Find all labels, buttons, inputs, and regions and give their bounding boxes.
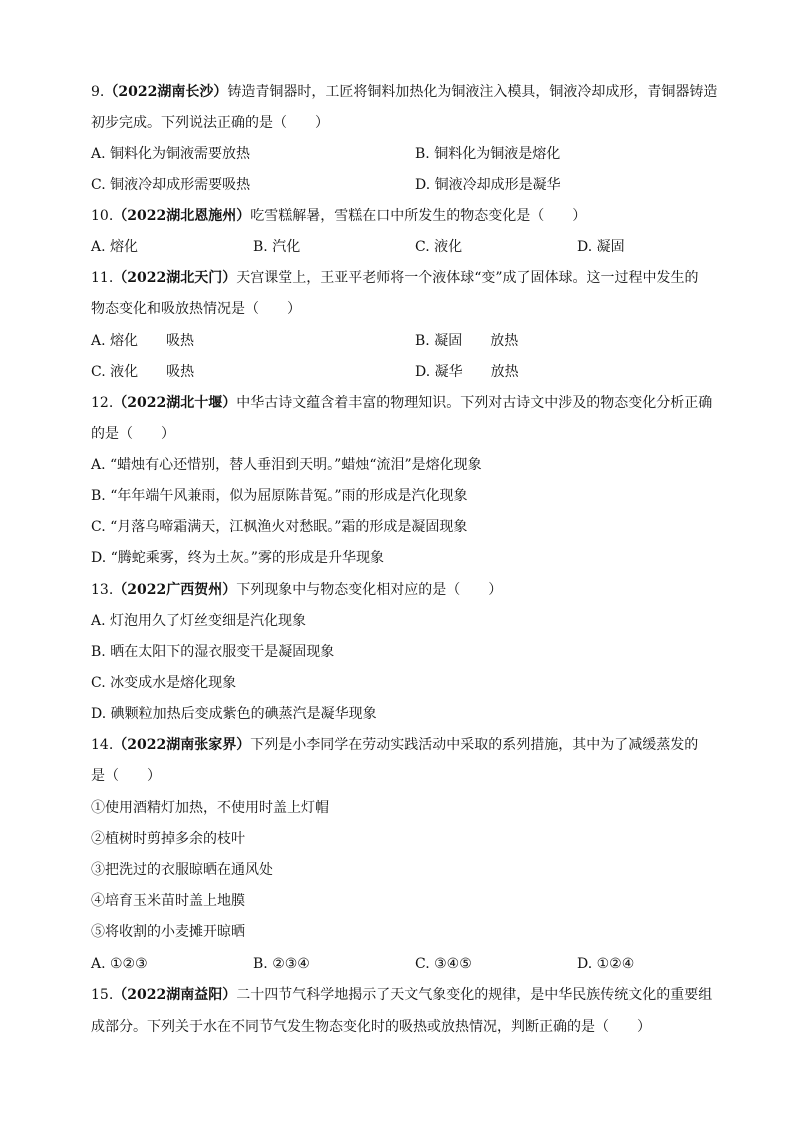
question-10-stem — [91, 206, 711, 226]
question-source: （2022湖北天门） — [113, 270, 237, 286]
option-c: C. “月落乌啼霜满天，江枫渔火对愁眠。”霜的形成是凝固现象 — [91, 519, 468, 535]
question-number: 12. — [91, 395, 114, 411]
option-d: D. 铜液冷却成形是凝华 — [415, 177, 561, 193]
question-9-stem — [91, 82, 718, 102]
option-b: B. 凝固 放热 — [415, 333, 519, 349]
question-15-stem-cont: 成部分。下列关于水在不同节气发生物态变化时的吸热或放热情况，判断正确的是（ ） — [91, 1019, 651, 1035]
measure-item: ③把洗过的衣服晾晒在通风处 — [91, 862, 273, 878]
question-number: 10. — [91, 208, 114, 224]
option-b: B. “年年端午风兼雨，似为屈原陈昔冤。”雨的形成是汽化现象 — [91, 488, 468, 504]
question-source: （2022湖南张家界） — [113, 737, 251, 753]
question-number: 9. — [91, 84, 105, 100]
option-c: C. 铜液冷却成形需要吸热 — [91, 177, 251, 193]
question-12-stem — [91, 393, 711, 413]
question-9-stem-cont: 初步完成。下列说法正确的是（ ） — [91, 115, 329, 131]
option-a: A. ①②③ — [91, 956, 148, 972]
question-number: 15. — [91, 987, 114, 1003]
question-text: 下列现象中与物态变化相对应的是（ ） — [236, 582, 503, 598]
option-d: D. 凝固 — [577, 239, 625, 255]
option-c: C. 冰变成水是熔化现象 — [91, 675, 237, 691]
question-text: 中华古诗文蕴含着丰富的物理知识。下列对古诗文中涉及的物态变化分析正确 — [236, 395, 713, 411]
measure-item: ④培育玉米苗时盖上地膜 — [91, 893, 245, 909]
question-number: 13. — [91, 582, 114, 598]
question-11-stem — [91, 268, 711, 288]
measure-item: ②植树时剪掉多余的枝叶 — [91, 831, 245, 847]
option-c: C. ③④⑤ — [415, 956, 472, 972]
question-number: 14. — [91, 737, 114, 753]
option-b: B. ②③④ — [253, 956, 310, 972]
option-a: A. 灯泡用久了灯丝变细是汽化现象 — [91, 613, 307, 629]
option-a: A. 熔化 吸热 — [91, 333, 195, 349]
question-11-stem-cont: 物态变化和吸放热情况是（ ） — [91, 301, 301, 317]
question-text: 吃雪糕解暑，雪糕在口中所发生的物态变化是（ ） — [250, 208, 587, 224]
question-text: 二十四节气科学地揭示了天文气象变化的规律，是中华民族传统文化的重要组 — [236, 987, 713, 1003]
option-d: D. “腾蛇乘雾，终为土灰。”雾的形成是升华现象 — [91, 550, 384, 566]
option-b: B. 铜料化为铜液是熔化 — [415, 146, 561, 162]
question-14-stem-cont: 是（ ） — [91, 768, 161, 784]
option-a: A. 熔化 — [91, 239, 139, 255]
question-text: 铸造青铜器时，工匠将铜料加热化为铜液注入模具，铜液冷却成形，青铜器铸造 — [227, 84, 718, 100]
question-source: （2022广西贺州） — [113, 582, 237, 598]
option-a: A. 铜料化为铜液需要放热 — [91, 146, 251, 162]
option-b: B. 晒在太阳下的湿衣服变干是凝固现象 — [91, 644, 335, 660]
option-c: C. 液化 — [415, 239, 463, 255]
question-number: 11. — [91, 270, 114, 286]
measure-item: ①使用酒精灯加热，不使用时盖上灯帽 — [91, 800, 329, 816]
option-d: D. ①②④ — [577, 956, 635, 972]
question-source: （2022湖南益阳） — [113, 987, 237, 1003]
question-text: 下列是小李同学在劳动实践活动中采取的系列措施，其中为了减缓蒸发的 — [250, 737, 699, 753]
option-b: B. 汽化 — [253, 239, 301, 255]
question-text: 天宫课堂上，王亚平老师将一个液体球“变”成了固体球。这一过程中发生的 — [236, 270, 699, 286]
option-d: D. 凝华 放热 — [415, 364, 519, 380]
option-c: C. 液化 吸热 — [91, 364, 195, 380]
question-source: （2022湖北十堰） — [113, 395, 237, 411]
question-source: （2022湖南长沙） — [104, 84, 228, 100]
question-13-stem — [91, 580, 711, 600]
measure-item: ⑤将收割的小麦摊开晾晒 — [91, 924, 245, 940]
question-14-stem — [91, 735, 711, 755]
question-15-stem — [91, 985, 711, 1005]
option-a: A. “蜡烛有心还惜别，替人垂泪到天明。”蜡烛“流泪”是熔化现象 — [91, 457, 482, 473]
question-source: （2022湖北恩施州） — [113, 208, 251, 224]
question-12-stem-cont: 的是（ ） — [91, 426, 175, 442]
option-d: D. 碘颗粒加热后变成紫色的碘蒸汽是凝华现象 — [91, 706, 377, 722]
